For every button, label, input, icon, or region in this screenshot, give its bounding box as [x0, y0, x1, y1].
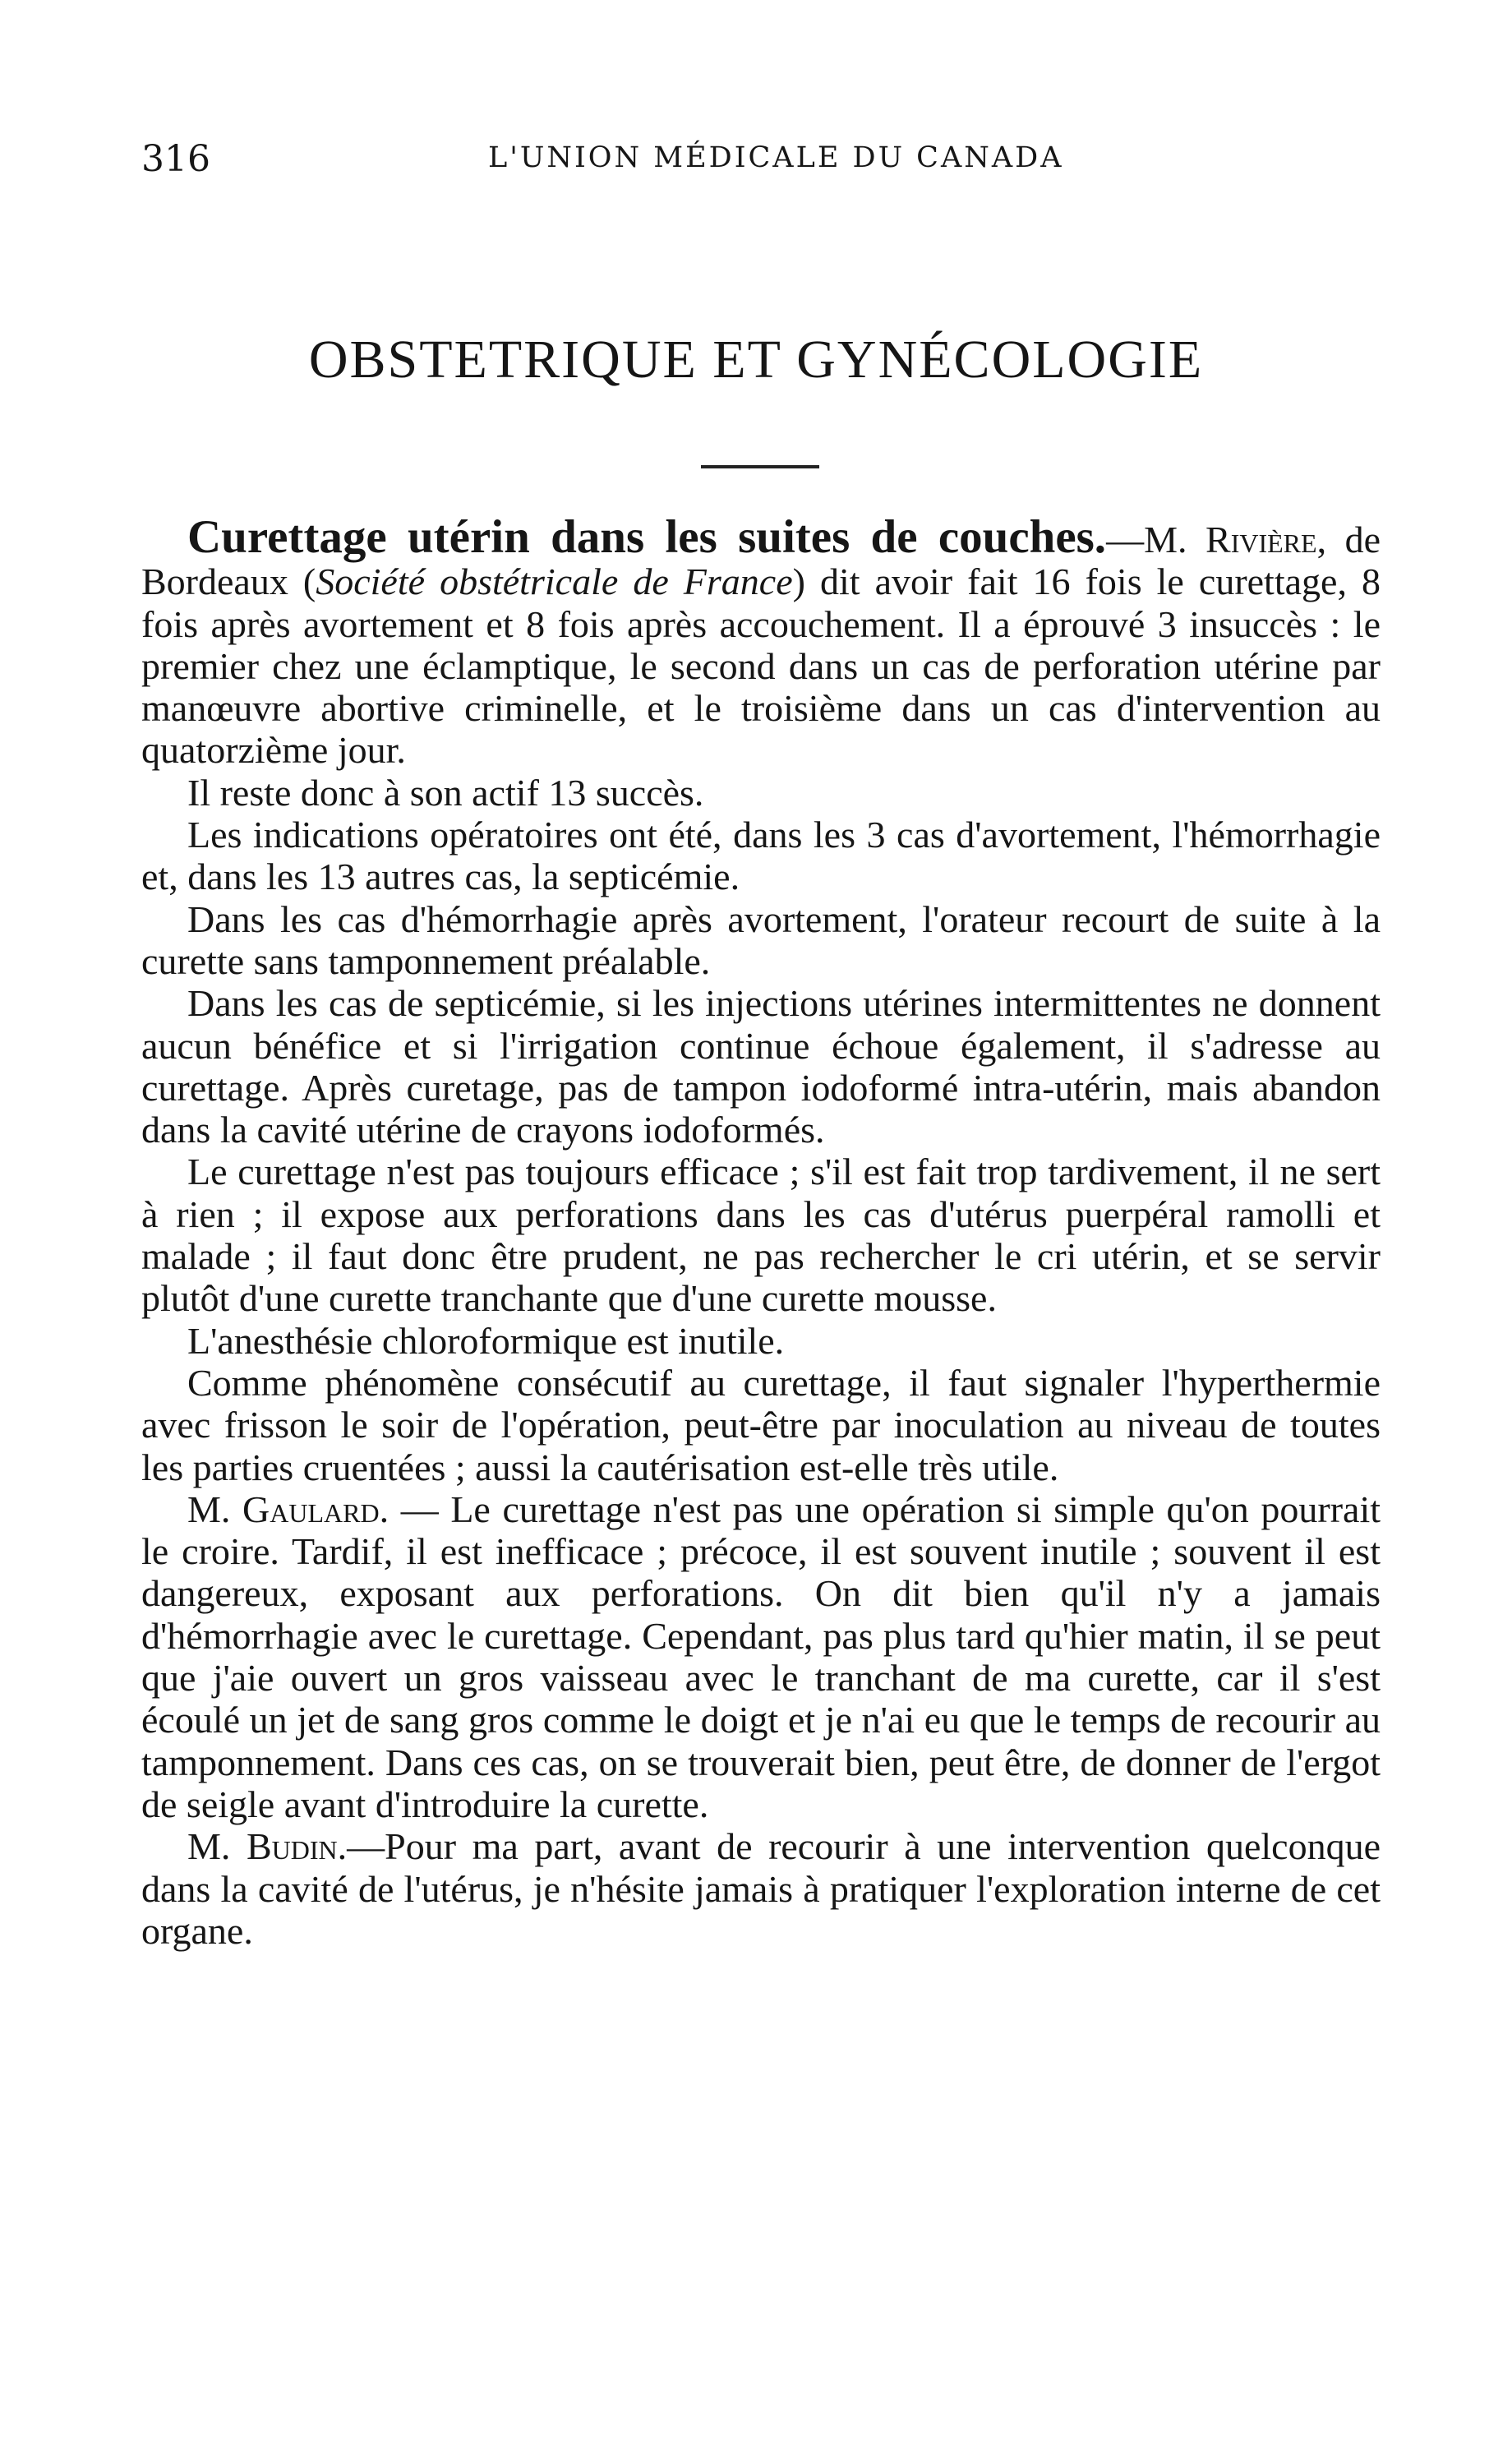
- paragraph-2: Les indications opératoires ont été, dans les 3 cas d'avortement, l'hémorrhagie et, dans les 13 autres cas, la septicémie.: [141, 814, 1381, 898]
- article-body: [141, 511, 1381, 1952]
- section-title: OBSTETRIQUE ET GYNÉCOLOGIE: [308, 330, 1204, 390]
- paragraph-1: Il reste donc à son actif 13 succès.: [187, 771, 704, 814]
- gaulard-paragraph: [141, 1488, 1381, 1825]
- page-number: 316: [141, 138, 210, 180]
- article-intro-paragraph: [141, 511, 1381, 772]
- intro-text-b: ) dit avoir fait 16 fois le curettage, 8 fois après avortement et 8 fois après accouchement. Il a éprouvé 3 insuccès : le premier chez une éclamptique, le second dans un cas de perforation utérine par manœuvre abortive criminelle, et le troisième dans un cas d'intervention au quatorzième jour.: [141, 560, 1381, 772]
- intro-text-a: , de Bordeaux (: [141, 519, 1381, 603]
- author-riviere: Rivière: [1205, 519, 1317, 560]
- article-title: Curettage utérin dans les suites de couches.: [187, 511, 1107, 563]
- budin-prefix: M.: [187, 1825, 247, 1868]
- paragraph-3: Dans les cas d'hémorrhagie après avortement, l'orateur recourt de suite à la curette sans tamponnement préalable.: [141, 897, 1381, 982]
- gaulard-prefix: M.: [187, 1487, 243, 1530]
- society-name: Société obstétricale de France: [316, 560, 793, 603]
- title-divider: [701, 465, 819, 468]
- paragraph-4: Dans les cas de septicémie, si les injections utérines intermittentes ne donnent aucun bénéfice et si l'irrigation continue échoue également, il s'adresse au curettage. Après curetage, pas de tampon iodoformé intra-utérin, mais abandon dans la cavité utérine de crayons iodoformés.: [141, 982, 1381, 1151]
- budin-text: .—Pour ma part, avant de recourir à une intervention quelconque dans la cavité de l'utérus, je n'hésite jamais à pratiquer l'exploration interne de cet organe.: [141, 1825, 1381, 1952]
- running-header: [141, 138, 1382, 187]
- paragraph-7: Comme phénomène consécutif au curettage, il faut signaler l'hyperthermie avec frisson le soir de l'opération, peut-être par inoculation au niveau de toutes les parties cruentées ; aussi la cautérisation est-elle très utile.: [141, 1361, 1381, 1488]
- paragraph-6: L'anesthésie chloroformique est inutile.: [187, 1319, 785, 1362]
- journal-title: L'UNION MÉDICALE DU CANADA: [488, 141, 1064, 174]
- gaulard-text: . — Le curettage n'est pas une opération si simple qu'on pourrait le croire. Tardif, il est inefficace ; précoce, il est souvent inutile ; souvent il est dangereux, exposant aux perforations. On dit bien qu'il n'y a jamais d'hémorrhagie avec le curettage. Cependant, pas plus tard qu'hier matin, il se peut que j'aie ouvert un gros vaisseau avec le tranchant de ma curette, car il s'est écoulé un jet de sang gros comme le doigt et je n'ai eu que le temps de recourir au tamponnement. Dans ces cas, on se trouverait bien, peut être, de donner de l'ergot de seigle avant d'introduire la curette.: [141, 1487, 1381, 1825]
- author-gaulard: Gaulard: [242, 1487, 380, 1530]
- paragraph-5: Le curettage n'est pas toujours efficace ; s'il est fait trop tardivement, il ne sert à rien ; il expose aux perforations dans les cas d'utérus puerpéral ramolli et malade ; il faut donc être prudent, ne pas rechercher le cri utérin, et se servir plutôt d'une curette tranchante que d'une curette mousse.: [141, 1151, 1381, 1320]
- author-budin: Budin: [246, 1825, 338, 1868]
- intro-dash: —M.: [1106, 519, 1206, 560]
- budin-paragraph: [141, 1825, 1381, 1952]
